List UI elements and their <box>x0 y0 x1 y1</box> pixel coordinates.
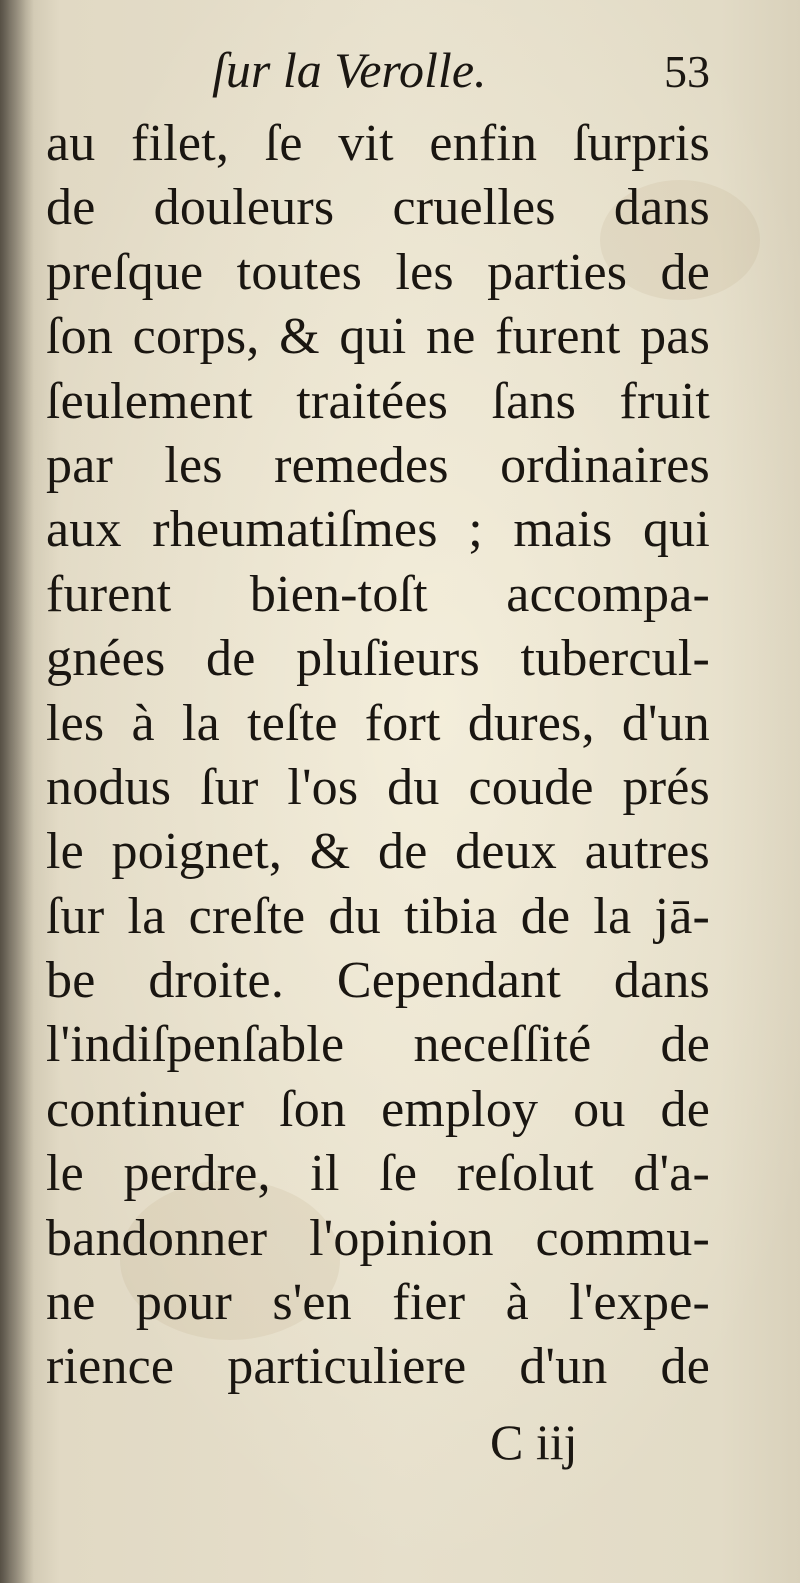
text-line: l'indiſpenſable neceſſité de <box>46 1016 710 1074</box>
text-line: furent bien-toſt accompa- <box>46 565 710 623</box>
text-line: les à la teſte fort dures, d'un <box>46 694 710 752</box>
body-text <box>46 112 710 1400</box>
text-line: le perdre, il ſe reſolut d'a- <box>46 1145 710 1203</box>
running-title: ſur la Verolle. <box>212 42 487 98</box>
text-line: bandonner l'opinion commu- <box>46 1209 710 1267</box>
text-line: preſque toutes les parties de <box>46 243 710 301</box>
text-line: aux rheumatiſmes ; mais qui <box>46 501 710 559</box>
text-line: gnées de pluſieurs tubercul- <box>46 630 710 688</box>
text-line: au filet, ſe vit enfin ſurpris <box>46 115 710 172</box>
binding-gutter-shadow <box>0 0 34 1583</box>
text-line: ſur la creſte du tibia de la jā- <box>46 887 710 945</box>
signature-mark: C iij <box>490 1414 578 1470</box>
text-line: ſon corps, & qui ne furent pas <box>46 308 710 366</box>
page-number: 53 <box>664 46 710 97</box>
text-line: rience particuliere d'un de <box>46 1338 710 1396</box>
text-line: le poignet, & de deux autres <box>46 823 710 881</box>
text-line: ne pour s'en fier à l'expe- <box>46 1274 710 1332</box>
page-header <box>0 38 800 108</box>
text-line: be droite. Cependant dans <box>46 952 710 1010</box>
text-line: continuer ſon employ ou de <box>46 1080 710 1138</box>
text-line: ſeulement traitées ſans fruit <box>46 372 710 430</box>
text-line: nodus ſur l'os du coude prés <box>46 758 710 816</box>
text-line: par les remedes ordinaires <box>46 436 710 494</box>
text-line: de douleurs cruelles dans <box>46 179 710 237</box>
